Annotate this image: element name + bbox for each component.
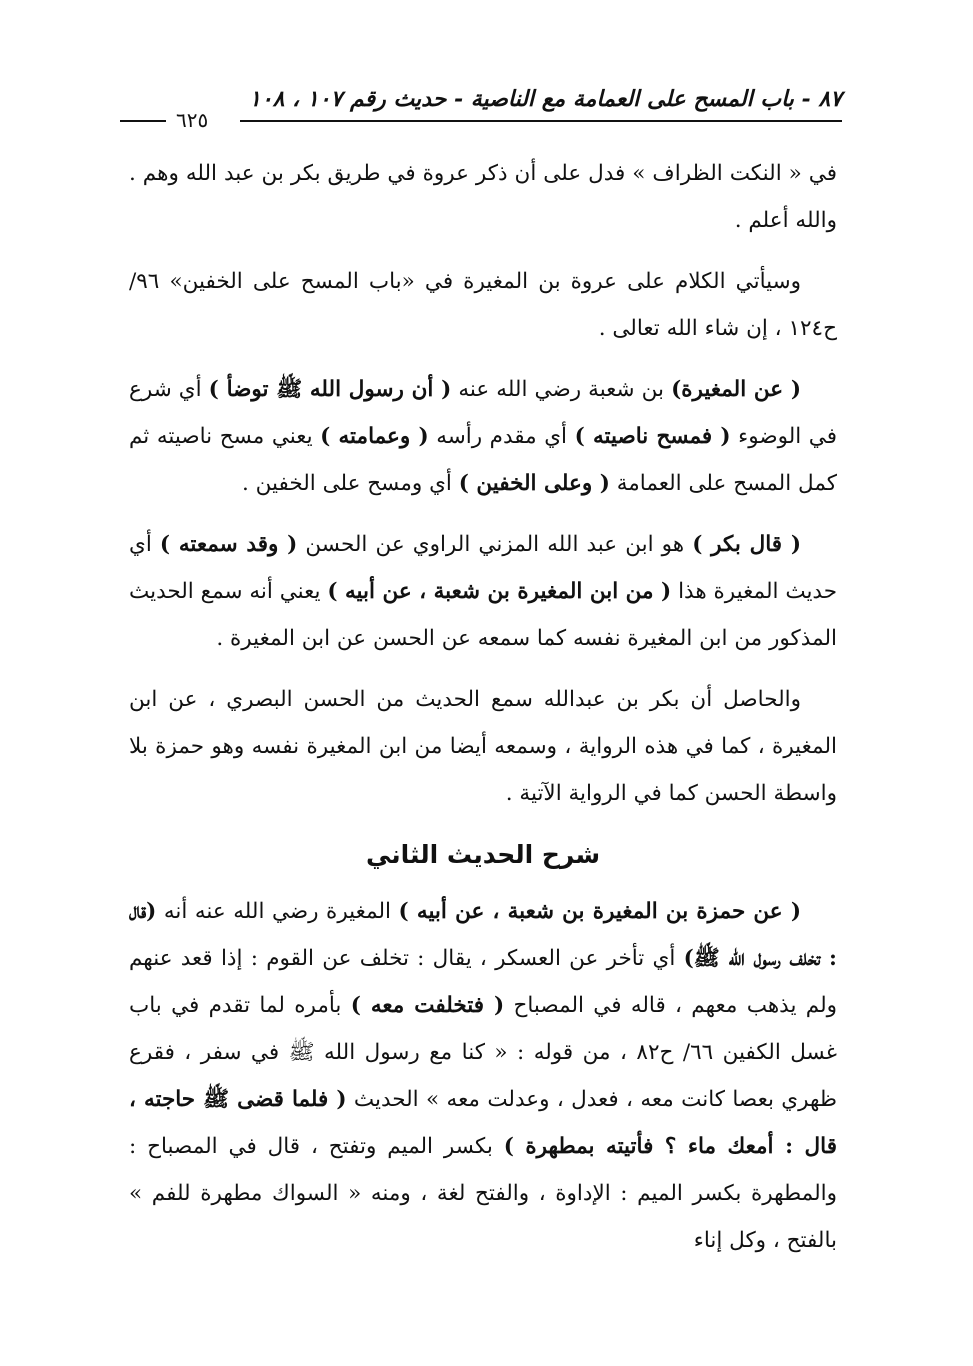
quoted-hadith-text: ( فتخلفت معه ) [350,993,505,1018]
commentary-text: أي حديث المغيرة هذا [129,532,838,604]
paragraph [129,366,837,507]
commentary-text: يعني أنه سمع الحديث المذكور من ابن المغيرة نفسه كما سمعه عن الحسن عن ابن المغيرة . [129,579,837,651]
header-title: ٨٧ - باب المسح على العمامة مع الناصية - حديث رقم ١٠٧ ، ١٠٨ [249,86,842,112]
main-text [129,150,837,1278]
commentary-text: يعني مسح ناصيته ثم كمل المسح على العمامة [129,424,837,496]
paragraph [129,676,837,817]
paragraph [129,258,837,352]
commentary-text: بكسر الميم وتفتح ، قال في المصباح : والمطهرة بكسر الميم : الإداوة ، والفتح لغة ، ومنه « السواك مطهرة للفم » بالفتح ، وكل إناء [129,1134,837,1253]
paragraph-group-commentary-second [129,888,837,1264]
section-heading: شرح الحديث الثاني [365,840,601,869]
paragraph [129,521,837,662]
quoted-hadith-text: ( فمسح ناصيته ) [574,424,731,449]
header-rule [240,120,842,122]
quoted-hadith-text: ( وعلى الخفين ) [458,471,610,496]
quoted-hadith-text: ( وعمامته ) [320,424,429,449]
commentary-text: والحاصل أن بكر بن عبدالله سمع الحديث من الحسن البصري ، عن ابن المغيرة ، كما في هذه الرواية ، وسمعه أيضا من ابن المغيرة نفسه وهو حمزة بلا واسطة الحسن كما في الرواية الآتية . [129,687,837,806]
quoted-hadith-text: ( فلما قضى ﷺ حاجته ، قال : أمعك ماء ؟ فأتيته بمطهرة ) [129,1087,837,1159]
commentary-text: أي ومسح على الخفين . [241,471,459,496]
commentary-text: بأمره لما تقدم في باب غسل الكفين ٦٦/ ح٨٢ ، من قوله : « كنا مع رسول الله ﷺ في سفر ، فقرع ظهري بعصا كانت معه ، فعدل ، وعدلت معه » الحديث [129,993,838,1112]
page-number: ٦٢٥ [176,108,209,132]
paragraph-group-commentary-first [129,150,837,817]
commentary-text: أي تأخر عن العسكر ، يقال : تخلف عن القوم : إذا قعد عنهم ولم يذهب معهم ، قاله في المصباح [129,946,838,1018]
quoted-hadith-text: ( عن حمزة بن المغيرة بن شعبة ، عن أبيه ) [398,899,801,924]
quoted-hadith-text: ( عن المغيرة) [671,377,802,402]
paragraph [129,888,837,1264]
page-number-dash [120,120,166,122]
quoted-hadith-text: ( من ابن المغيرة بن شعبة ، عن أبيه ) [327,579,672,604]
page-number-block [120,108,260,132]
paragraph [129,150,837,244]
running-header [120,86,842,132]
quoted-hadith-text: ( وقد سمعته ) [159,532,298,557]
commentary-text: في « النكت الظراف » فدل على أن ذكر عروة في طريق بكر بن عبد الله وهم . والله أعلم . [129,161,837,233]
commentary-text: المغيرة رضي الله عنه أنه [156,899,399,924]
commentary-text: هو ابن عبد الله المزني الراوي عن الحسن [297,532,693,557]
commentary-text: أي مقدم رأسه [428,424,575,449]
commentary-text: وسيأتي الكلام على عروة بن المغيرة في «باب المسح على الخفين» ٩٦/ ح١٢٤ ، إن شاء الله تعالى . [129,269,837,341]
quoted-hadith-text: (قال : تخلف رسول الله ﷺ) [129,899,837,971]
quoted-hadith-text: ( أن رسول الله ﷺ توضأ ) [208,377,452,402]
quoted-hadith-text: ( قال بكر ) [692,532,801,557]
commentary-text: أي شرع في الوضوء [129,377,838,449]
commentary-text: بن شعبة رضي الله عنه [451,377,672,402]
